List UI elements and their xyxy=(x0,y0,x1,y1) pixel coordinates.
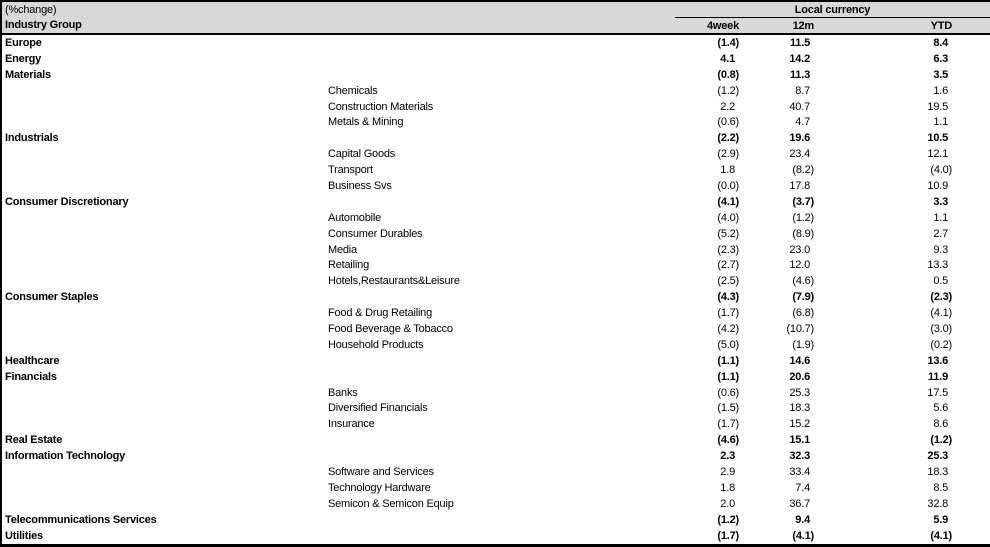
table-row xyxy=(1,369,990,385)
industry-group-cell xyxy=(1,99,326,115)
value-cell-ytd: 5.9 xyxy=(933,513,949,526)
industry-group-cell xyxy=(1,321,326,337)
industry-group-cell: Materials xyxy=(5,68,51,81)
value-cell-12m: (3.7) xyxy=(792,195,814,208)
sub-industry-cell xyxy=(326,51,675,67)
industry-group-cell xyxy=(1,464,326,480)
value-cell-12m: 14.6 xyxy=(789,354,810,367)
sub-industry-cell: Retailing xyxy=(328,259,370,272)
table-row xyxy=(1,273,990,289)
value-cell-4week: (1.7) xyxy=(717,418,739,431)
value-cell-4week: (2.3) xyxy=(717,243,739,256)
value-cell-4week: 1.8 xyxy=(720,481,735,494)
value-cell-12m: 36.7 xyxy=(789,497,810,510)
value-cell-ytd: 1.1 xyxy=(933,211,949,224)
value-cell-ytd: 13.3 xyxy=(927,259,949,272)
value-cell-4week: (0.6) xyxy=(717,116,739,129)
value-cell-12m: (4.1) xyxy=(792,529,814,542)
header-row-currency xyxy=(1,1,990,18)
sub-industry-cell: Construction Materials xyxy=(328,100,434,113)
table-row xyxy=(1,257,990,273)
header-row-columns xyxy=(1,18,990,35)
sub-industry-cell: Transport xyxy=(328,164,373,177)
industry-group-cell: Consumer Discretionary xyxy=(5,195,129,208)
value-cell-12m: (4.6) xyxy=(792,275,814,288)
industry-group-cell: Information Technology xyxy=(5,450,126,463)
value-cell-12m: 12.0 xyxy=(789,259,810,272)
table-row xyxy=(1,114,990,130)
sub-industry-cell xyxy=(326,528,675,545)
sub-industry-cell: Media xyxy=(328,243,357,256)
value-cell-4week: (2.2) xyxy=(717,132,739,145)
value-cell-12m: 7.4 xyxy=(795,481,810,494)
industry-group-cell xyxy=(1,416,326,432)
table-row xyxy=(1,194,990,210)
value-cell-12m: 15.2 xyxy=(789,418,810,431)
value-cell-12m: 14.2 xyxy=(789,52,810,65)
value-cell-4week: 2.3 xyxy=(720,450,735,463)
industry-group-cell: Industrials xyxy=(5,132,59,145)
value-cell-ytd: 13.6 xyxy=(927,354,949,367)
value-cell-12m: (1.9) xyxy=(792,338,814,351)
value-cell-ytd: 25.3 xyxy=(927,450,949,463)
table-row xyxy=(1,448,990,464)
industry-group-cell xyxy=(1,480,326,496)
value-cell-ytd: 8.6 xyxy=(933,418,949,431)
value-cell-12m: (8.2) xyxy=(792,164,814,177)
table-row xyxy=(1,83,990,99)
value-cell-4week: (5.0) xyxy=(717,338,739,351)
value-cell-ytd: 3.3 xyxy=(933,195,949,208)
sub-industry-cell: Metals & Mining xyxy=(328,116,404,129)
value-cell-12m: 19.6 xyxy=(789,132,810,145)
value-cell-4week: (4.3) xyxy=(717,291,739,304)
industry-group-cell xyxy=(1,146,326,162)
value-cell-4week: 2.9 xyxy=(720,465,735,478)
sub-industry-cell: Semicon & Semicon Equip xyxy=(328,497,454,510)
value-cell-ytd: (3.0) xyxy=(930,322,953,335)
table-row xyxy=(1,162,990,178)
sub-industry-cell: Insurance xyxy=(328,418,375,431)
value-cell-4week: (1.1) xyxy=(717,354,739,367)
table-row xyxy=(1,432,990,448)
table-row xyxy=(1,34,990,51)
value-cell-4week: (1.7) xyxy=(717,529,739,542)
value-cell-4week: (2.9) xyxy=(717,148,739,161)
value-cell-ytd: (4.1) xyxy=(930,307,953,320)
value-cell-4week: (0.6) xyxy=(717,386,739,399)
value-cell-4week: (0.8) xyxy=(717,68,739,81)
value-cell-4week: (4.0) xyxy=(717,211,739,224)
value-cell-ytd: 19.5 xyxy=(927,100,949,113)
value-cell-12m: (6.8) xyxy=(792,307,814,320)
value-cell-4week: 2.0 xyxy=(720,497,735,510)
sub-industry-cell xyxy=(326,130,675,146)
sub-industry-cell: Household Products xyxy=(328,338,424,351)
industry-group-cell xyxy=(1,337,326,353)
industry-group-cell: Utilities xyxy=(5,529,43,542)
value-cell-ytd: (4.1) xyxy=(930,529,953,542)
industry-group-cell: Energy xyxy=(5,52,42,65)
industry-group-column-header: Industry Group xyxy=(1,18,675,35)
value-cell-ytd: 2.7 xyxy=(933,227,949,240)
value-cell-ytd: 0.5 xyxy=(933,275,949,288)
value-cell-ytd: 6.3 xyxy=(933,52,949,65)
industry-group-cell xyxy=(1,242,326,258)
value-cell-12m: (10.7) xyxy=(786,322,814,335)
value-cell-4week: (1.7) xyxy=(717,307,739,320)
value-cell-4week: (4.6) xyxy=(717,434,739,447)
table-row xyxy=(1,51,990,67)
value-cell-ytd: 3.5 xyxy=(933,68,949,81)
table-row xyxy=(1,400,990,416)
industry-group-cell xyxy=(1,178,326,194)
table-row xyxy=(1,99,990,115)
sub-industry-cell: Chemicals xyxy=(328,84,378,97)
table-row xyxy=(1,385,990,401)
value-cell-12m: 9.4 xyxy=(795,513,810,526)
value-cell-12m: 4.7 xyxy=(795,116,810,129)
value-cell-ytd: 17.5 xyxy=(927,386,949,399)
table-row xyxy=(1,337,990,353)
value-cell-ytd: (2.3) xyxy=(930,291,953,304)
value-cell-12m: (7.9) xyxy=(792,291,814,304)
value-cell-4week: 1.8 xyxy=(720,164,735,177)
table-row xyxy=(1,496,990,512)
value-cell-ytd: 1.1 xyxy=(933,116,949,129)
industry-group-cell xyxy=(1,114,326,130)
sub-industry-cell xyxy=(326,289,675,305)
table-row xyxy=(1,146,990,162)
value-cell-12m: 11.3 xyxy=(789,68,810,81)
sub-industry-cell: Hotels,Restaurants&Leisure xyxy=(328,275,460,288)
value-cell-12m: 8.7 xyxy=(795,84,810,97)
value-cell-12m: 33.4 xyxy=(789,465,810,478)
value-cell-4week: (4.1) xyxy=(717,195,739,208)
sub-industry-cell: Software and Services xyxy=(328,465,434,478)
table-row xyxy=(1,130,990,146)
value-cell-4week: (2.7) xyxy=(717,259,739,272)
value-cell-4week: (5.2) xyxy=(717,227,739,240)
value-cell-4week: (0.0) xyxy=(717,179,739,192)
value-cell-4week: (1.2) xyxy=(717,513,739,526)
value-cell-12m: (8.9) xyxy=(792,227,814,240)
value-cell-4week: (4.2) xyxy=(717,322,739,335)
table-row xyxy=(1,416,990,432)
table-row xyxy=(1,289,990,305)
percent-change-label: (%change) xyxy=(1,1,675,18)
industry-group-cell xyxy=(1,273,326,289)
table-body xyxy=(1,34,990,545)
value-cell-12m: (1.2) xyxy=(792,211,814,224)
industry-group-cell xyxy=(1,226,326,242)
sub-industry-cell xyxy=(326,34,675,51)
value-cell-12m: 11.5 xyxy=(789,36,810,49)
value-cell-4week: (1.5) xyxy=(717,402,739,415)
table-row xyxy=(1,178,990,194)
value-cell-4week: 4.1 xyxy=(720,52,735,65)
value-cell-ytd: 12.1 xyxy=(927,148,949,161)
value-cell-ytd: 5.6 xyxy=(933,402,949,415)
table-row xyxy=(1,226,990,242)
table-row xyxy=(1,242,990,258)
sub-industry-cell xyxy=(326,512,675,528)
sub-industry-cell: Capital Goods xyxy=(328,148,396,161)
sub-industry-cell: Food Beverage & Tobacco xyxy=(328,322,453,335)
table-row xyxy=(1,528,990,545)
industry-group-cell: Europe xyxy=(5,36,42,49)
industry-group-cell: Financials xyxy=(5,370,57,383)
value-cell-12m: 15.1 xyxy=(789,434,810,447)
local-currency-group-header: Local currency xyxy=(675,1,990,18)
value-cell-12m: 23.0 xyxy=(789,243,810,256)
sub-industry-cell xyxy=(326,194,675,210)
column-header-ytd: YTD xyxy=(816,18,990,35)
value-cell-ytd: 18.3 xyxy=(927,465,949,478)
value-cell-12m: 40.7 xyxy=(789,100,810,113)
value-cell-ytd: 9.3 xyxy=(933,243,949,256)
column-header-12m: 12m xyxy=(741,18,816,35)
value-cell-4week: (1.4) xyxy=(717,36,739,49)
value-cell-4week: 2.2 xyxy=(720,100,735,113)
value-cell-ytd: 11.9 xyxy=(928,370,949,383)
value-cell-ytd: 10.9 xyxy=(927,179,949,192)
sub-industry-cell xyxy=(326,448,675,464)
industry-group-cell: Healthcare xyxy=(5,354,60,367)
industry-group-cell: Telecommunications Services xyxy=(5,513,157,526)
value-cell-ytd: (1.2) xyxy=(930,434,953,447)
table-row xyxy=(1,210,990,226)
value-cell-ytd: 10.5 xyxy=(927,132,949,145)
sub-industry-cell: Diversified Financials xyxy=(328,402,428,415)
table-row xyxy=(1,464,990,480)
sub-industry-cell xyxy=(326,67,675,83)
table-row xyxy=(1,353,990,369)
sub-industry-cell: Consumer Durables xyxy=(328,227,423,240)
table-row xyxy=(1,305,990,321)
table-row xyxy=(1,321,990,337)
sub-industry-cell xyxy=(326,432,675,448)
sub-industry-cell: Food & Drug Retailing xyxy=(328,307,433,320)
industry-group-cell xyxy=(1,496,326,512)
industry-group-cell xyxy=(1,305,326,321)
value-cell-12m: 32.3 xyxy=(789,450,810,463)
sub-industry-cell xyxy=(326,353,675,369)
sub-industry-cell xyxy=(326,369,675,385)
value-cell-ytd: 8.4 xyxy=(933,36,949,49)
industry-group-cell xyxy=(1,257,326,273)
value-cell-12m: 18.3 xyxy=(789,402,810,415)
industry-group-cell xyxy=(1,385,326,401)
sub-industry-cell: Banks xyxy=(328,386,358,399)
table-row xyxy=(1,67,990,83)
value-cell-12m: 17.8 xyxy=(789,179,810,192)
industry-group-cell: Real Estate xyxy=(5,434,63,447)
value-cell-4week: (1.1) xyxy=(717,370,739,383)
industry-group-cell: Consumer Staples xyxy=(5,291,99,304)
value-cell-ytd: (0.2) xyxy=(930,338,953,351)
industry-group-cell xyxy=(1,210,326,226)
value-cell-ytd: 32.8 xyxy=(927,497,949,510)
value-cell-12m: 23.4 xyxy=(789,148,810,161)
value-cell-4week: (1.2) xyxy=(717,84,739,97)
sub-industry-cell: Technology Hardware xyxy=(328,481,431,494)
industry-group-cell xyxy=(1,400,326,416)
sub-industry-cell: Automobile xyxy=(328,211,382,224)
value-cell-ytd: 8.5 xyxy=(933,481,949,494)
value-cell-4week: (2.5) xyxy=(717,275,739,288)
value-cell-ytd: (4.0) xyxy=(930,164,953,177)
industry-group-cell xyxy=(1,83,326,99)
value-cell-12m: 20.6 xyxy=(789,370,810,383)
value-cell-12m: 25.3 xyxy=(789,386,810,399)
sub-industry-cell: Business Svs xyxy=(328,179,392,192)
value-cell-ytd: 1.6 xyxy=(933,84,949,97)
industry-group-cell xyxy=(1,162,326,178)
column-header-4week: 4week xyxy=(675,18,741,35)
table-row xyxy=(1,480,990,496)
table-row xyxy=(1,512,990,528)
table-header xyxy=(1,1,990,34)
